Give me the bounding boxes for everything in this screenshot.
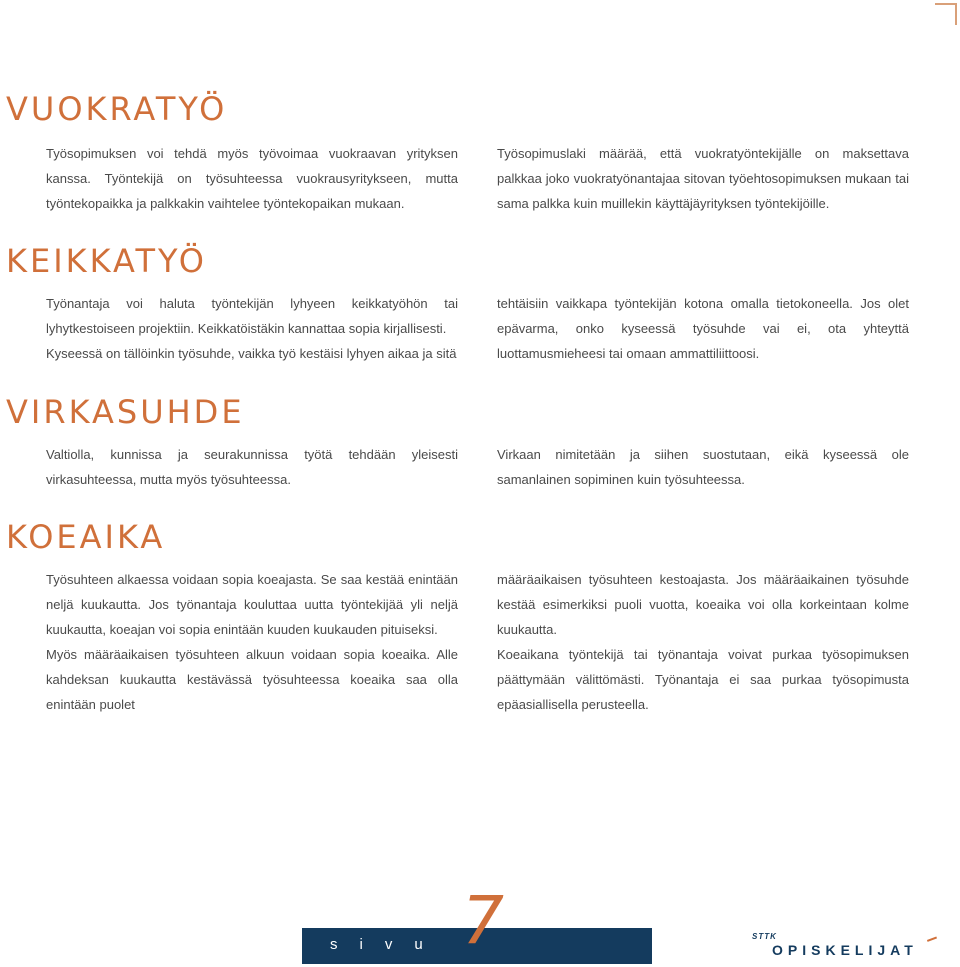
paragraph: Koeaikana työntekijä tai työnantaja voivat purkaa työsopimuksen päättymään välittömästi. Työnantaja ei saa purkaa työsopimusta epäasiallisella perusteella. — [497, 647, 909, 712]
paragraph: Työsuhteen alkaessa voidaan sopia koeajasta. Se saa kestää enintään neljä kuukautta. Jos työnantaja kouluttaa uutta työntekijää yli neljä kuukautta, koeajan voi sopia enintään kuuden kuukauden pituiseksi. — [46, 572, 458, 637]
logo-sttk-text: STTK — [752, 932, 777, 941]
section-title-vuokratyo: VUOKRATYÖ — [6, 90, 228, 128]
paragraph: Kyseessä on tällöinkin työsuhde, vaikka työ kestäisi lyhyen aikaa ja sitä — [46, 346, 457, 361]
section-title-koeaika: KOEAIKA — [6, 518, 166, 556]
paragraph: määräaikaisen työsuhteen kestoajasta. Jos määräaikainen työsuhde kestää esimerkiksi puoli vuotta, koeaika voi olla korkeintaan kolme kuukautta. — [497, 572, 909, 637]
koeaika-right-column — [497, 567, 909, 717]
page-label: sivu — [330, 936, 445, 953]
keikkatyo-left-column — [46, 291, 458, 366]
virkasuhde-left-column — [46, 442, 458, 492]
paragraph: tehtäisiin vaikkapa työntekijän kotona omalla tietokoneella. Jos olet epävarma, onko kyseessä työsuhde vai ei, ota yhteyttä luottamusmieheesi tai omaan ammattiliittoosi. — [497, 296, 909, 361]
paragraph: Työsopimuslaki määrää, että vuokratyöntekijälle on maksettava palkkaa joko vuokratyönantajaa sitovan työehtosopimuksen mukaan tai sama palkka kuin muillekin käyttäjäyrityksen työntekijöille. — [497, 146, 909, 211]
opiskelijat-logo — [752, 932, 942, 962]
paragraph: Työnantaja voi haluta työntekijän lyhyeen keikkatyöhön tai lyhytkestoiseen projektiin. Keikkatöistäkin kannattaa sopia kirjallisesti. — [46, 296, 458, 336]
corner-crop-mark — [935, 3, 957, 25]
vuokratyo-right-column — [497, 141, 909, 216]
section-title-virkasuhde: VIRKASUHDE — [6, 393, 245, 431]
paragraph: Työsopimuksen voi tehdä myös työvoimaa vuokraavan yrityksen kanssa. Työntekijä on työsuhteessa vuokrausyritykseen, mutta työntekopaikka ja palkkakin vaihtelee työntekopaikan mukaan. — [46, 146, 458, 211]
logo-main-text: OPISKELIJAT — [772, 942, 918, 958]
section-title-keikkatyo: KEIKKATYÖ — [6, 242, 207, 280]
koeaika-left-column — [46, 567, 458, 717]
paragraph: Virkaan nimitetään ja siihen suostutaan, eikä kyseessä ole samanlainen sopiminen kuin työsuhteessa. — [497, 447, 909, 487]
virkasuhde-right-column — [497, 442, 909, 492]
paragraph: Valtiolla, kunnissa ja seurakunnissa työtä tehdään yleisesti virkasuhteessa, mutta myös työsuhteessa. — [46, 447, 458, 487]
page-number: 7 — [462, 882, 504, 959]
paragraph: Myös määräaikaisen työsuhteen alkuun voidaan sopia koeaika. Alle kahdeksan kuukautta kestävässä työsuhteessa koeaika saa olla enintään puolet — [46, 647, 458, 712]
logo-accent-mark — [927, 937, 939, 948]
keikkatyo-right-column — [497, 291, 909, 366]
vuokratyo-left-column — [46, 141, 458, 216]
